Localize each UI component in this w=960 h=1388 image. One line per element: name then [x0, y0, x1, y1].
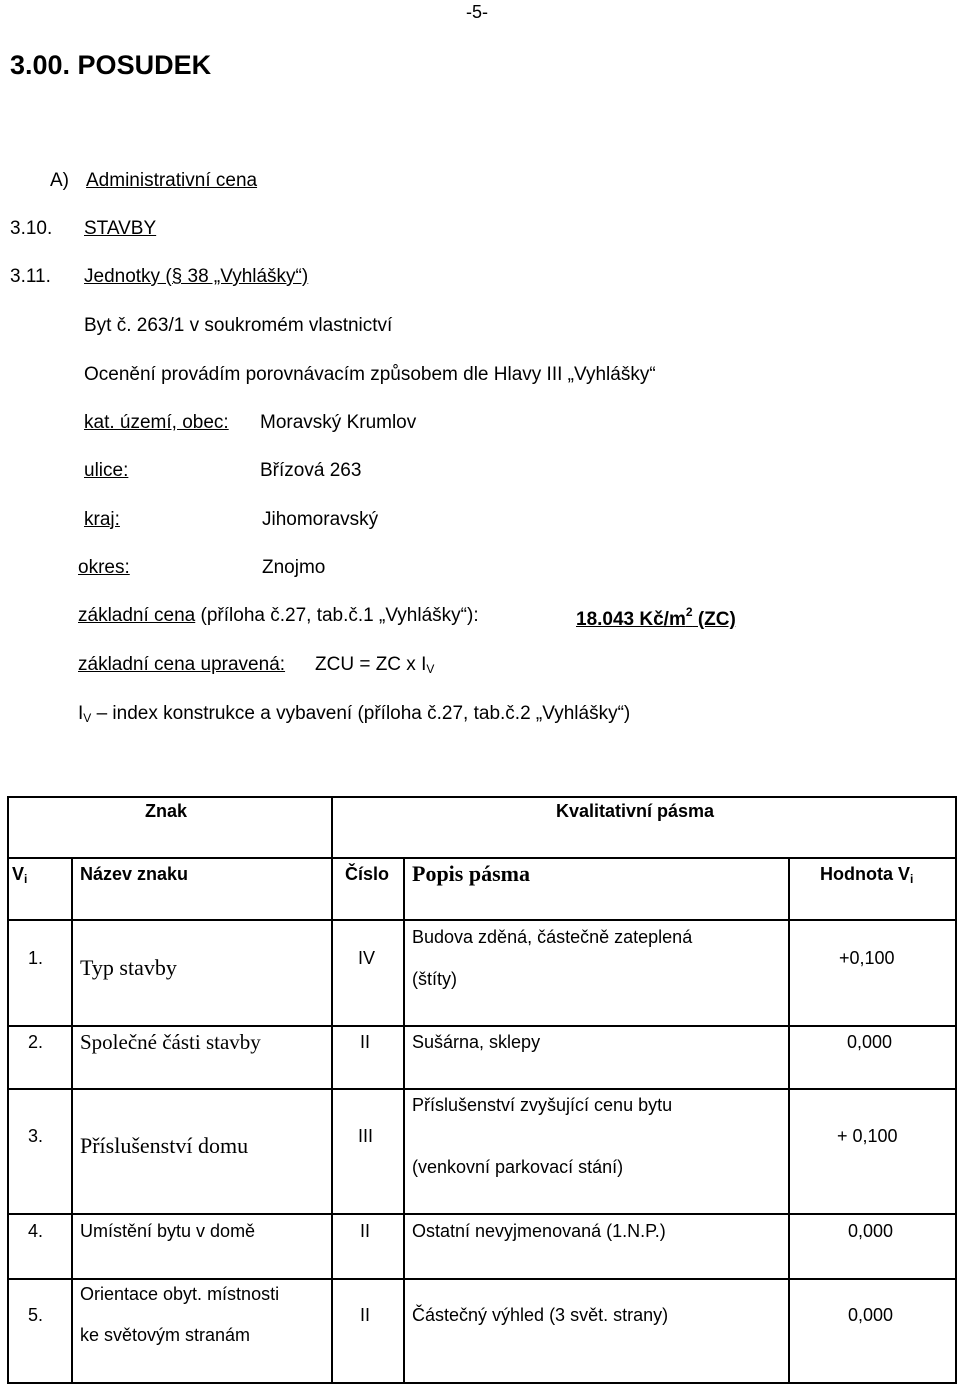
col-header-nazev: Název znaku — [80, 864, 189, 884]
row2-nazev: Společné části stavby — [80, 1030, 261, 1054]
section-311-title: Jednotky (§ 38 „Vyhlášky“) — [84, 266, 309, 287]
table-line — [71, 857, 73, 1384]
row5-nazev-line1: Orientace obyt. místnosti — [80, 1284, 280, 1304]
adjusted-price-formula-sub: V — [426, 662, 435, 676]
col-header-vi — [12, 864, 27, 886]
table-line — [403, 857, 405, 1384]
row4-hodnota: 0,000 — [848, 1221, 894, 1241]
table-line — [955, 796, 957, 1384]
okres-value: Znojmo — [262, 557, 326, 578]
col-header-vi-text: V — [12, 864, 25, 884]
method-text: Ocenění provádím porovnávacím způsobem dle Hlavy III „Vyhlášky“ — [84, 364, 656, 385]
row4-cislo: II — [360, 1221, 371, 1241]
col-header-hodnota — [820, 864, 913, 886]
base-price-ref: (příloha č.27, tab.č.1 „Vyhlášky“): — [195, 605, 479, 626]
row5-hodnota: 0,000 — [848, 1305, 894, 1325]
unit-name: Byt č. 263/1 v soukromém vlastnictví — [84, 315, 393, 336]
row1-popis-line2: (štíty) — [412, 969, 457, 989]
table-line — [7, 919, 957, 921]
row1-popis-line1: Budova zděná, částečně zateplená — [412, 927, 693, 947]
row2-hodnota: 0,000 — [847, 1032, 893, 1052]
kraj-label: kraj: — [84, 509, 120, 530]
table-line — [7, 1025, 957, 1027]
ulice-value: Břízová 263 — [260, 460, 362, 481]
base-price-line — [78, 605, 479, 627]
table-line — [7, 1088, 957, 1090]
col-header-cislo: Číslo — [345, 864, 390, 884]
table-line — [331, 796, 333, 1384]
kraj-value: Jihomoravský — [262, 509, 379, 530]
base-price-value-line — [576, 605, 736, 631]
row2-popis: Sušárna, sklepy — [412, 1032, 541, 1052]
col-header-hodnota-text: Hodnota V — [820, 864, 910, 884]
row3-popis-line2: (venkovní parkovací stání) — [412, 1157, 624, 1177]
row4-popis: Ostatní nevyjmenovaná (1.N.P.) — [412, 1221, 666, 1241]
section-310-title: STAVBY — [84, 218, 157, 239]
col-header-vi-sub: i — [24, 872, 28, 886]
row3-hodnota: + 0,100 — [837, 1126, 898, 1146]
table-line — [7, 1213, 957, 1215]
row5-cislo: II — [360, 1305, 371, 1325]
row4-number: 4. — [28, 1221, 44, 1241]
table-line — [7, 857, 957, 859]
row2-number: 2. — [28, 1032, 44, 1052]
kat-value: Moravský Krumlov — [260, 412, 417, 433]
group-header-znak: Znak — [145, 801, 188, 821]
row1-cislo: IV — [358, 948, 376, 968]
col-header-popis: Popis pásma — [412, 861, 530, 886]
section-a-title: Administrativní cena — [86, 170, 258, 191]
okres-label: okres: — [78, 557, 130, 578]
section-311-number: 3.11. — [10, 266, 51, 287]
ulice-label: ulice: — [84, 460, 129, 481]
row1-nazev: Typ stavby — [80, 955, 177, 980]
group-header-pasma: Kvalitativní pásma — [556, 801, 715, 821]
index-line — [78, 703, 630, 725]
base-price-suffix: (ZC) — [692, 609, 736, 630]
adjusted-price-formula: ZCU = ZC x I — [315, 654, 427, 675]
row3-nazev: Příslušenství domu — [80, 1133, 249, 1158]
row5-nazev-line2: ke světovým stranám — [80, 1325, 251, 1345]
row3-popis-line1: Příslušenství zvyšující cenu bytu — [412, 1095, 673, 1115]
table-line — [7, 796, 9, 1384]
index-symbol: I — [78, 703, 84, 724]
index-text: – index konstrukce a vybavení (příloha č.27, tab.č.2 „Vyhlášky“) — [91, 703, 631, 724]
index-sub: V — [83, 711, 92, 725]
row1-number: 1. — [28, 948, 44, 968]
base-price-sup: 2 — [685, 605, 693, 619]
page-number: -5- — [466, 2, 488, 22]
row5-number: 5. — [28, 1305, 44, 1325]
table-line — [7, 1382, 957, 1384]
row3-cislo: III — [358, 1126, 374, 1146]
row5-popis: Částečný výhled (3 svět. strany) — [412, 1305, 669, 1325]
table-line — [788, 857, 790, 1384]
table-line — [7, 796, 957, 798]
row1-hodnota: +0,100 — [839, 948, 895, 968]
adjusted-price-formula-line — [315, 654, 434, 676]
section-310-number: 3.10. — [10, 218, 53, 239]
kat-label: kat. území, obec: — [84, 412, 229, 433]
adjusted-price-label: základní cena upravená: — [78, 654, 286, 675]
base-price-value: 18.043 Kč/m — [576, 609, 686, 630]
col-header-hodnota-sub: i — [910, 872, 914, 886]
section-a-marker: A) — [50, 170, 69, 191]
page-title: 3.00. POSUDEK — [10, 50, 212, 80]
table-line — [7, 1278, 957, 1280]
row3-number: 3. — [28, 1126, 44, 1146]
row4-nazev: Umístění bytu v domě — [80, 1221, 256, 1241]
row2-cislo: II — [360, 1032, 371, 1052]
base-price-label: základní cena — [78, 605, 196, 626]
